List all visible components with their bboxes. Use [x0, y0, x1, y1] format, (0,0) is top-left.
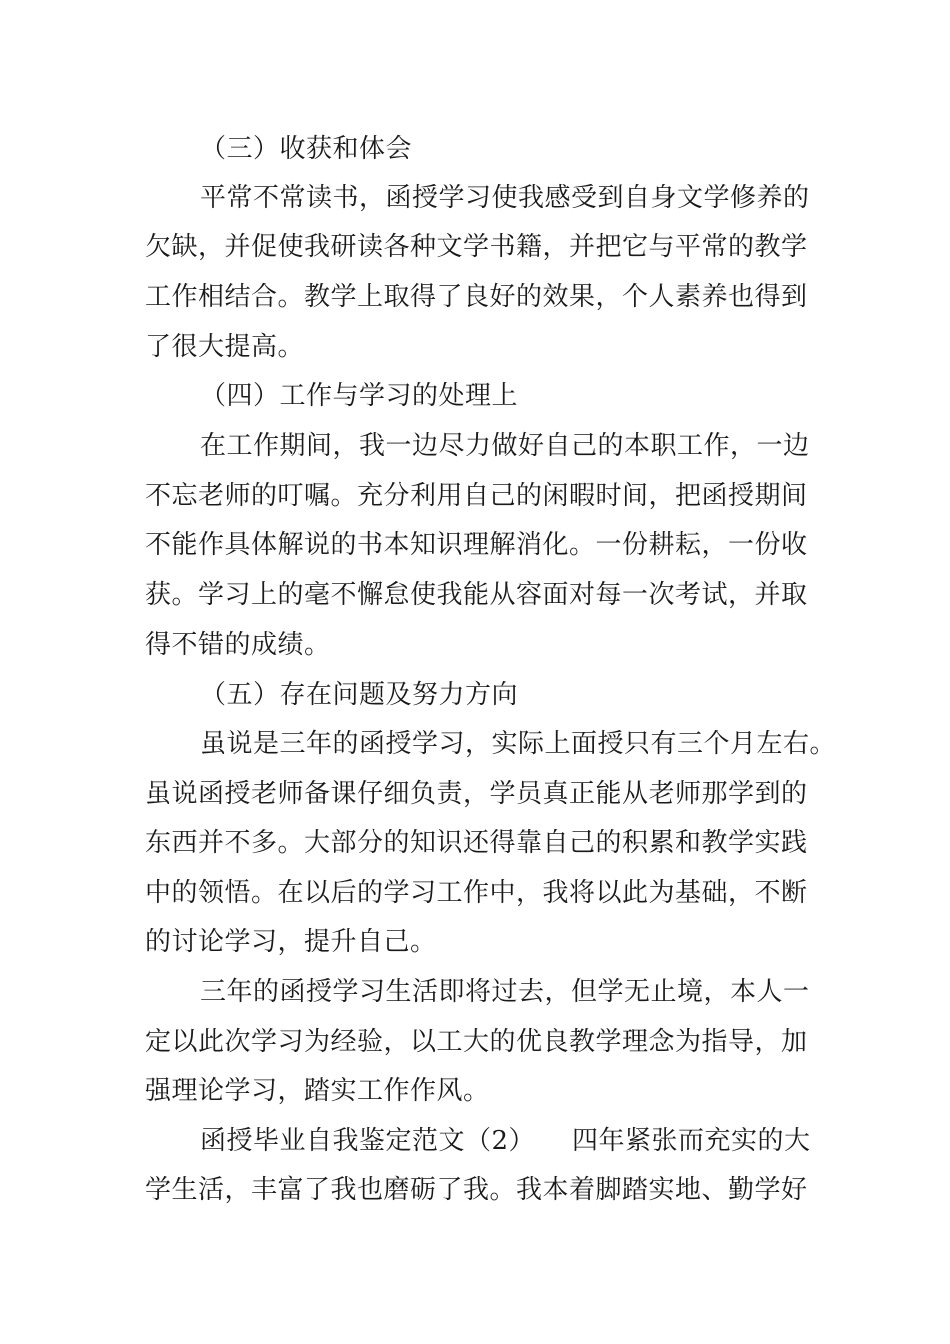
paragraph-line: 虽说是三年的函授学习，实际上面授只有三个月左右。 [200, 729, 837, 759]
paragraph-line: 在工作期间，我一边尽力做好自己的本职工作，一边 [200, 431, 810, 461]
paragraph-line: 虽说函授老师备课仔细负责，学员真正能从老师那学到的 [145, 779, 808, 809]
paragraph-line: 学生活，丰富了我也磨砺了我。我本着脚踏实地、勤学好 [145, 1175, 808, 1205]
paragraph-line: 不能作具体解说的书本知识理解消化。一份耕耘，一份收 [145, 530, 808, 560]
paragraph-line: 获。学习上的毫不懈怠使我能从容面对每一次考试，并取 [145, 580, 808, 610]
paragraph-line: 得不错的成绩。 [145, 630, 331, 660]
paragraph-line: 欠缺，并促使我研读各种文学书籍，并把它与平常的教学 [145, 232, 808, 262]
paragraph-line: 工作相结合。教学上取得了良好的效果，个人素养也得到 [145, 282, 808, 312]
paragraph-line: 四年紧张而充实的大 [572, 1126, 811, 1156]
paragraph-line: 定以此次学习为经验，以工大的优良教学理念为指导，加 [145, 1027, 808, 1057]
sample-title: 函授毕业自我鉴定范文（2） [200, 1126, 536, 1156]
section-heading-4: （四）工作与学习的处理上 [200, 381, 519, 411]
paragraph-line: 强理论学习，踏实工作作风。 [145, 1076, 490, 1106]
paragraph-line: 了很大提高。 [145, 332, 305, 362]
section-heading-3: （三）收获和体会 [200, 134, 413, 164]
section-heading-5: （五）存在问题及努力方向 [200, 680, 519, 710]
paragraph-line: 的讨论学习，提升自己。 [145, 927, 437, 957]
paragraph-line: 东西并不多。大部分的知识还得靠自己的积累和教学实践 [145, 828, 808, 858]
paragraph-line: 平常不常读书，函授学习使我感受到自身文学修养的 [200, 183, 810, 213]
paragraph-line: 中的领悟。在以后的学习工作中，我将以此为基础，不断 [145, 878, 808, 908]
paragraph-line: 不忘老师的叮嘱。充分利用自己的闲暇时间，把函授期间 [145, 481, 808, 511]
paragraph-line: 三年的函授学习生活即将过去，但学无止境，本人一 [200, 977, 810, 1007]
